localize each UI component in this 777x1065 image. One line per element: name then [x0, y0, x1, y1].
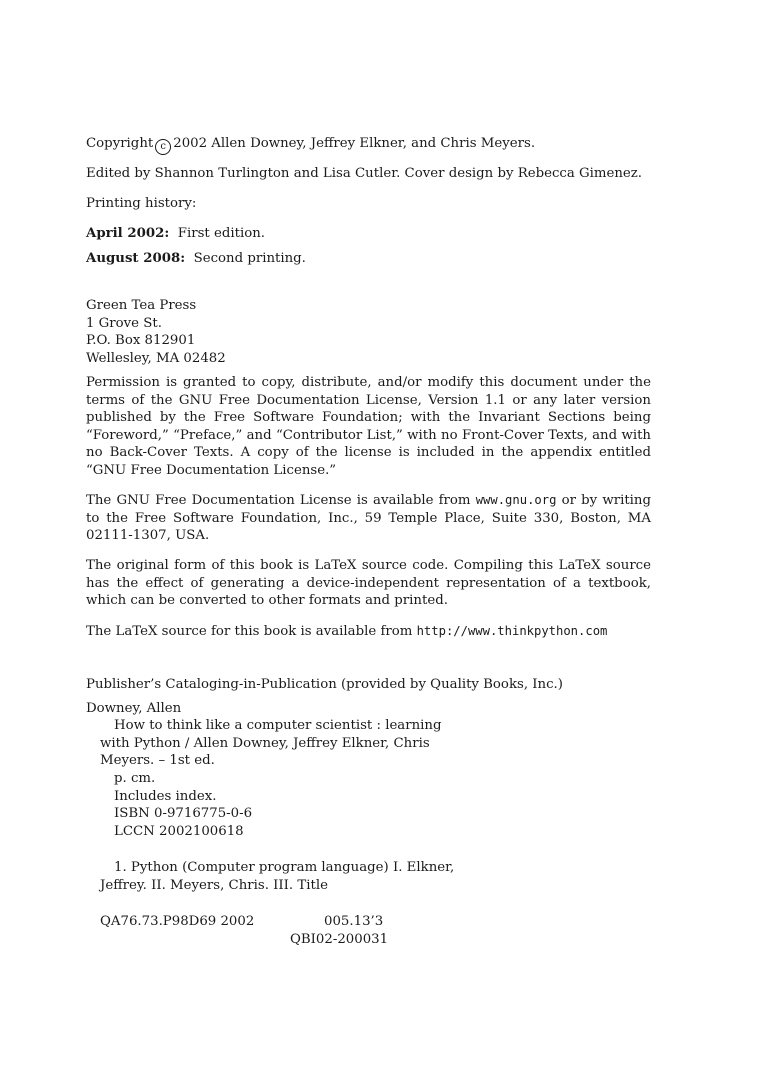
gnu-text-after: or by writing to the Free Software Foundation, Inc., 59 Temple Place, Suite 330, Boston, MA 02111-1307, USA.: [86, 493, 651, 544]
address-line: Green Tea Press: [86, 298, 197, 313]
cip-detail: p. cm.: [114, 771, 156, 786]
cip-subject: 1. Python (Computer program language) I. Elkner,: [114, 860, 455, 875]
cip-title-line: How to think like a computer scientist : learning: [114, 718, 442, 733]
cip-heading: Publisher’s Cataloging-in-Publication (provided by Quality Books, Inc.): [86, 677, 563, 692]
cip-detail: ISBN 0-9716775-0-6: [114, 806, 253, 821]
copyright-prefix: Copyright: [86, 136, 154, 151]
cip-control-number: QBI02-200031: [290, 932, 389, 947]
copyright-line: [86, 135, 535, 155]
address-line: P.O. Box 812901: [86, 333, 196, 348]
copyright-text: 2002 Allen Downey, Jeffrey Elkner, and Chris Meyers.: [173, 136, 536, 151]
thinkpython-url-link[interactable]: http://www.thinkpython.com: [416, 624, 608, 638]
permission-paragraph: Permission is granted to copy, distribute, and/or modify this document under the terms of the GNU Free Documentation License, Version 1.1 or any later version published by the Free Software Foundation; with the Invariant Sections being “Foreword,” “Preface,” and “Contributor List,” with no Front-Cover Texts, and with no Back-Cover Texts. A copy of the license is included in the appendix entitled “GNU Free Documentation License.”: [86, 375, 651, 478]
gnu-license-paragraph: [86, 492, 651, 545]
gnu-text-before: The GNU Free Documentation License is available from: [86, 493, 476, 508]
cip-author: Downey, Allen: [86, 701, 182, 716]
cip-detail: Includes index.: [114, 789, 217, 804]
address-line: 1 Grove St.: [86, 316, 162, 331]
original-form-paragraph: The original form of this book is LaTeX source code. Compiling this LaTeX source has the effect of generating a device-independent representation of a textbook, which can be converted to other formats and printed.: [86, 558, 651, 609]
printing-entry: [86, 225, 265, 243]
latex-source-line: [86, 622, 607, 641]
cip-title-line: with Python / Allen Downey, Jeffrey Elkner, Chris: [100, 736, 430, 751]
cip-subject: Jeffrey. II. Meyers, Chris. III. Title: [100, 878, 328, 893]
printing-entry: [86, 250, 306, 268]
printing-history-label: Printing history:: [86, 196, 197, 211]
gnu-url-link[interactable]: www.gnu.org: [475, 493, 557, 507]
cip-title-line: Meyers. – 1st ed.: [100, 753, 215, 768]
copyright-symbol-icon: c: [155, 139, 171, 155]
address-line: Wellesley, MA 02482: [86, 351, 226, 366]
edited-by: Edited by Shannon Turlington and Lisa Cutler. Cover design by Rebecca Gimenez.: [86, 166, 643, 181]
cip-classification: QA76.73.P98D69 2002: [100, 914, 255, 929]
cip-detail: LCCN 2002100618: [114, 824, 244, 839]
printing-date: August 2008:: [86, 251, 186, 266]
cip-dewey: 005.13’3: [324, 914, 384, 929]
latex-source-text: The LaTeX source for this book is available from: [86, 624, 417, 639]
printing-text: First edition.: [177, 226, 266, 241]
printing-text: Second printing.: [193, 251, 306, 266]
printing-date: April 2002:: [86, 226, 170, 241]
